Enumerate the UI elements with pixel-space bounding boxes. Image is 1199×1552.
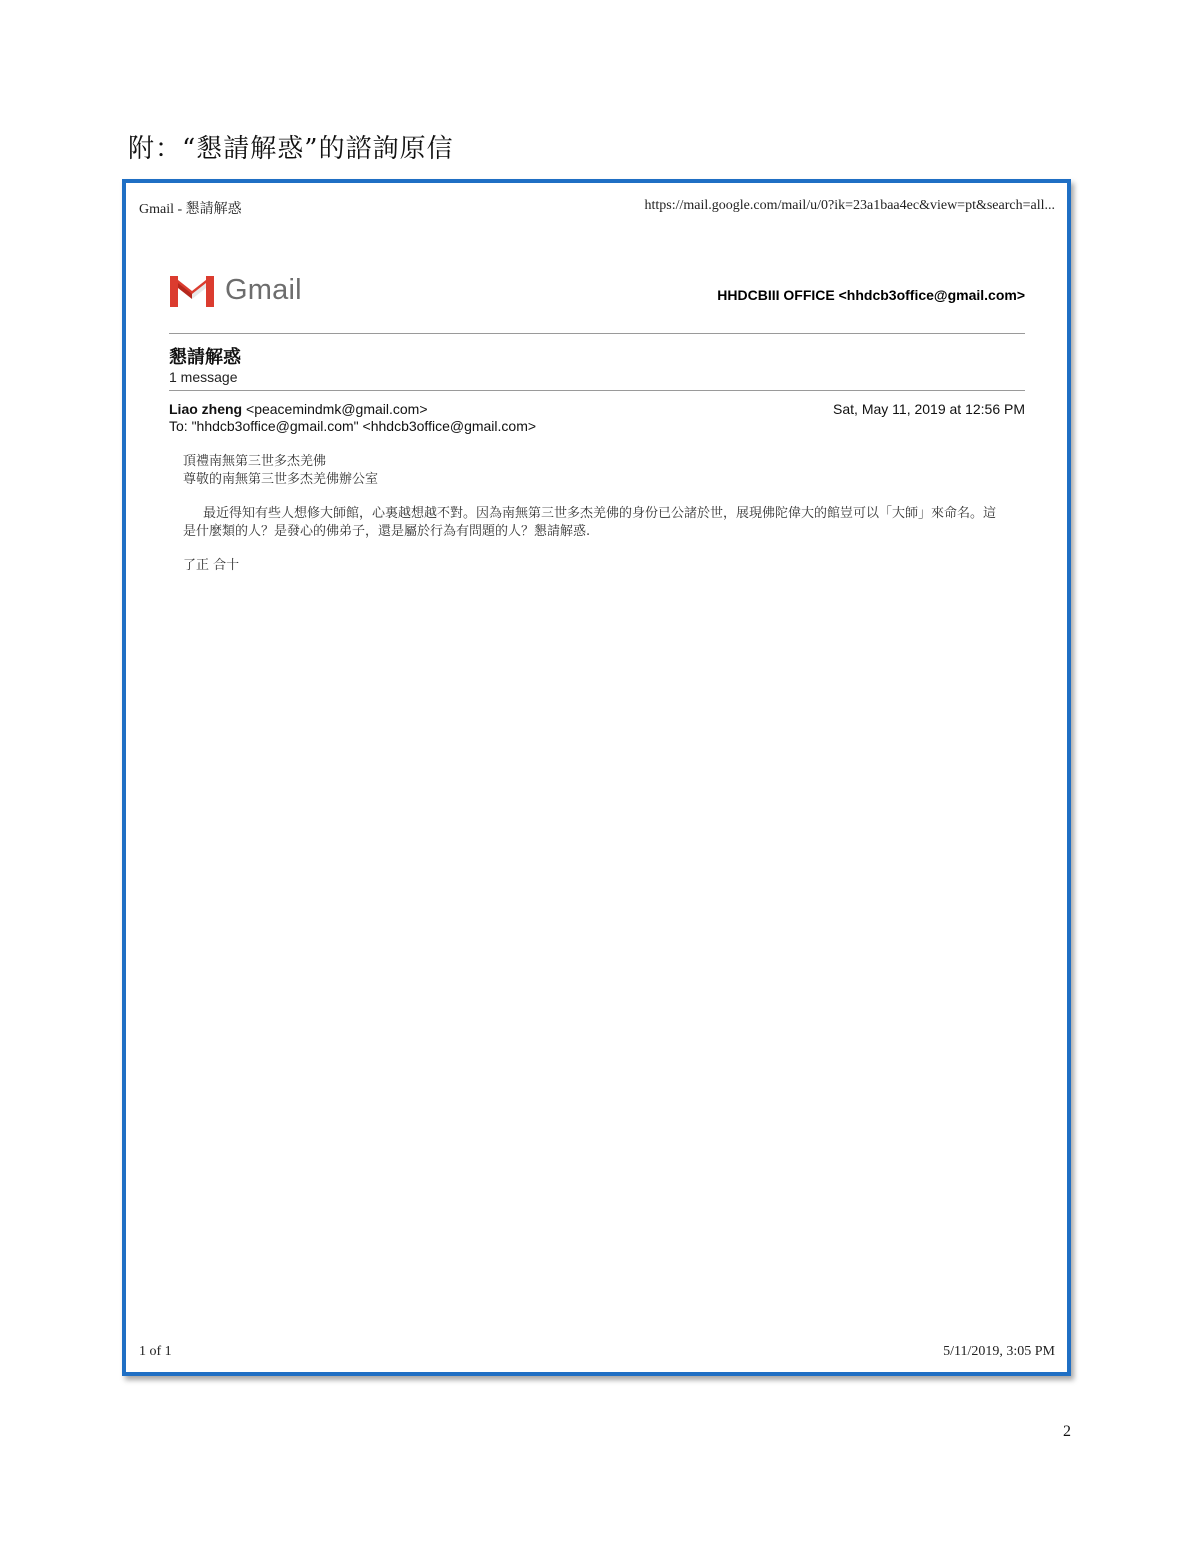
- print-footer-page: 1 of 1: [139, 1344, 172, 1359]
- greeting-line-1: 頂禮南無第三世多杰羌佛: [183, 454, 327, 469]
- greeting-line-2: 尊敬的南無第三世多杰羌佛辦公室: [183, 472, 379, 487]
- gmail-wordmark: Gmail: [225, 273, 302, 306]
- signoff: 了正 合十: [183, 558, 240, 573]
- body-paragraph: 最近得知有些人想修大師館，心裏越想越不對。因為南無第三世多杰羌佛的身份已公諸於世，展現佛陀偉大的館豈可以「大師」來命名。這是什麼類的人？是發心的佛弟子，還是屬於行為有問題的人？懇請解惑.: [183, 506, 997, 539]
- recipient-line: To: "hhdcb3office@gmail.com" <hhdcb3office@gmail.com>: [169, 418, 537, 434]
- from-line: [169, 401, 428, 417]
- print-header-url: https://mail.google.com/mail/u/0?ik=23a1baa4ec&view=pt&search=all...: [644, 198, 1055, 213]
- gmail-m-icon: [169, 273, 215, 307]
- message-date: Sat, May 11, 2019 at 12:56 PM: [833, 401, 1025, 417]
- print-header-title: Gmail - 懇請解惑: [139, 202, 242, 217]
- sender-email: <peacemindmk@gmail.com>: [246, 401, 428, 417]
- gmail-logo: [169, 273, 302, 307]
- subject-divider: [169, 390, 1025, 391]
- message-count: 1 message: [169, 369, 238, 385]
- message-body: [183, 453, 1003, 575]
- header-divider: [169, 333, 1025, 334]
- printed-email-frame: [122, 179, 1071, 1376]
- print-footer-timestamp: 5/11/2019, 3:05 PM: [943, 1344, 1055, 1359]
- sender-name: Liao zheng: [169, 401, 243, 417]
- document-heading: 附：“懇請解惑”的諮詢原信: [128, 134, 454, 164]
- thread-subject: 懇請解惑: [169, 347, 241, 367]
- page-number: 2: [1063, 1423, 1071, 1440]
- account-identity: HHDCBIII OFFICE <hhdcb3office@gmail.com>: [717, 287, 1025, 303]
